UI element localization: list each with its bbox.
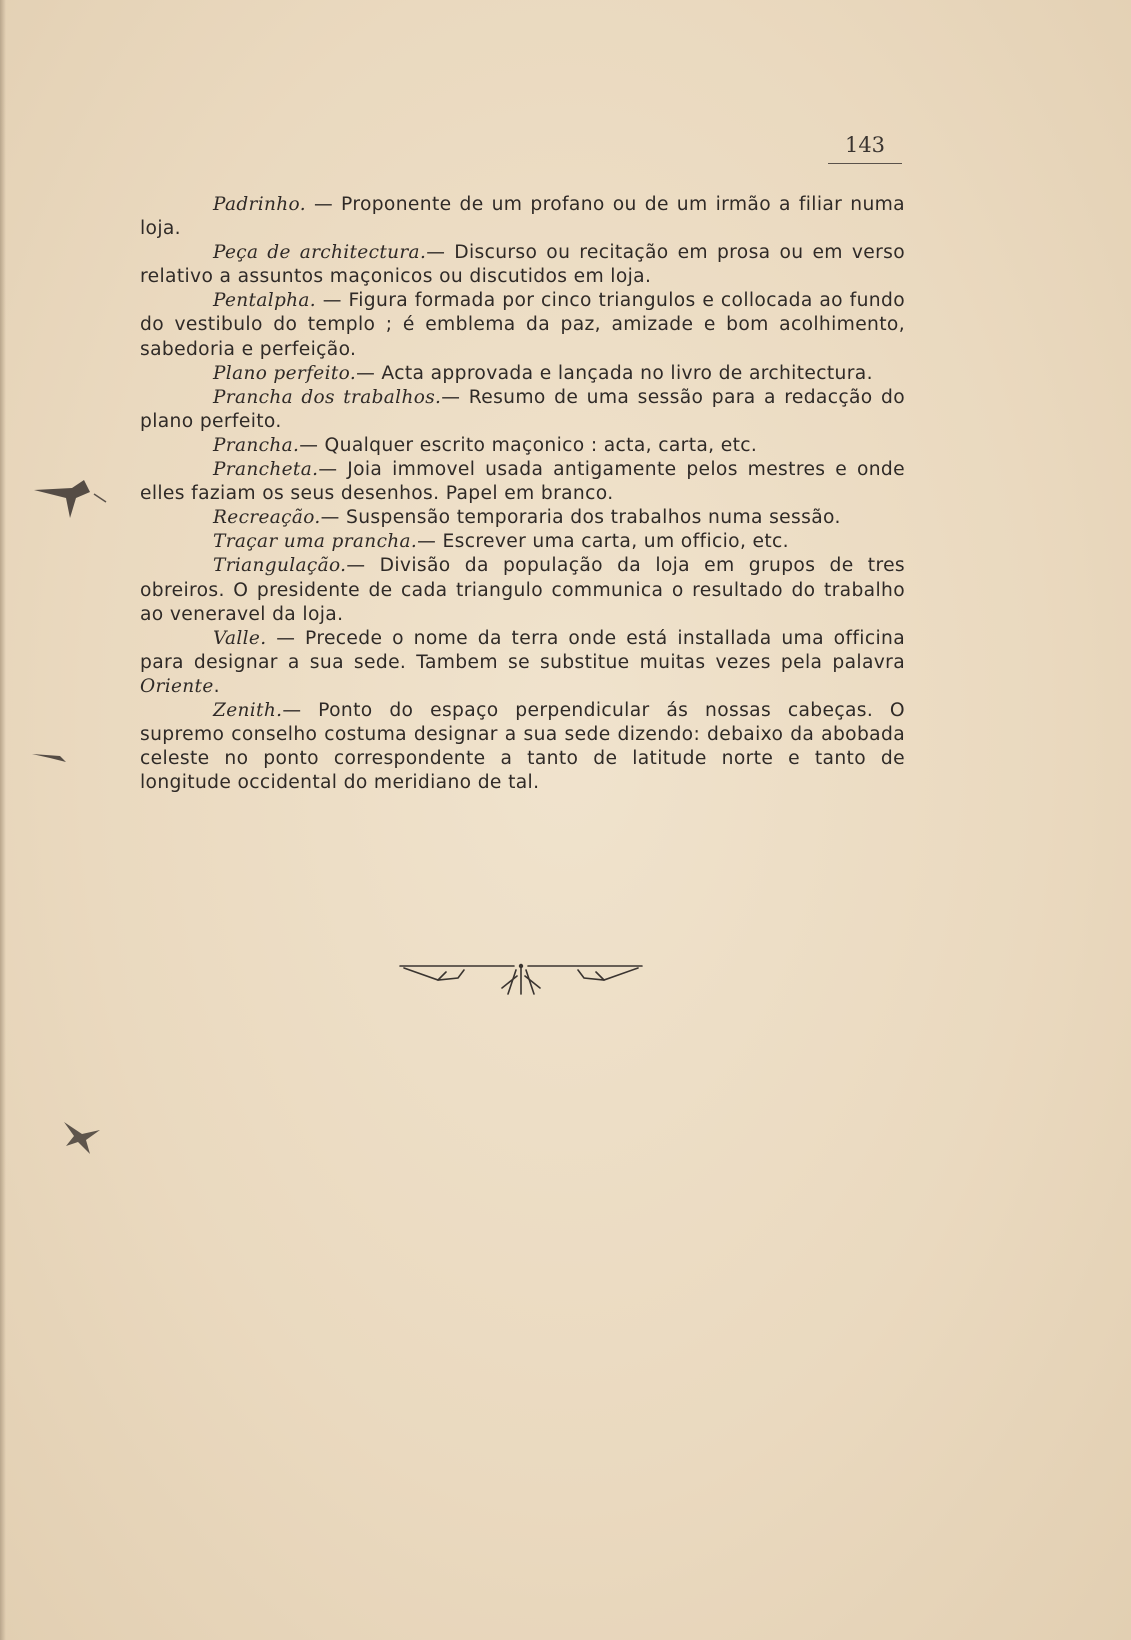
glossary-entry-prancha xyxy=(140,434,905,458)
glossary-entry-zenith xyxy=(140,699,905,795)
paper-damage-mark xyxy=(30,750,70,764)
paper-damage-mark xyxy=(32,472,112,532)
entry-definition: — Precede o nome da terra onde está installada uma officina para designar a sua sede. Tambem se substitue muitas vezes pela palavra xyxy=(140,627,905,673)
glossary-entry-triangulacao xyxy=(140,554,905,626)
entry-definition: — Ponto do espaço perpendicular ás nossas cabeças. O supremo conselho costuma designar a sua sede dizendo: debaixo da abobada celeste no ponto correspondente a tanto de latitude norte e tanto de longitude occidental do meridiano de tal. xyxy=(140,699,905,794)
page-number-rule xyxy=(828,163,902,164)
entry-term: Valle. xyxy=(213,627,267,649)
entry-definition: — Proponente de um profano ou de um irmão a filiar numa loja. xyxy=(140,194,905,240)
glossary-entry-peca-de-architectura xyxy=(140,241,905,289)
entry-definition: — Escrever uma carta, um officio, etc. xyxy=(417,531,789,553)
page-edge-shadow xyxy=(0,0,6,1640)
glossary-entry-plano-perfeito xyxy=(140,362,905,386)
entry-definition: — Suspensão temporaria dos trabalhos numa sessão. xyxy=(320,507,841,529)
entry-definition: — Acta approvada e lançada no livro de architectura. xyxy=(356,362,873,384)
entry-term: Plano perfeito. xyxy=(213,362,357,384)
entry-term: Prancheta. xyxy=(213,459,319,481)
entry-definition: — Discurso ou recitação em prosa ou em verso relativo a assuntos maçonicos ou discutidos em loja. xyxy=(140,242,905,288)
paper-damage-mark xyxy=(60,1118,104,1158)
glossary-entry-valle xyxy=(140,627,905,699)
entry-definition: — Figura formada por cinco triangulos e collocada ao fundo do vestibulo do templo ; é emblema da paz, amizade e bom acolhimento, sabedoria e perfeição. xyxy=(140,290,905,360)
end-ornament-icon xyxy=(398,958,644,998)
entry-term: Recreação. xyxy=(213,507,321,529)
entry-tail: . xyxy=(213,675,220,697)
glossary-entry-pentalpha xyxy=(140,289,905,361)
glossary-entry-prancheta xyxy=(140,458,905,506)
entry-term: Triangulação. xyxy=(213,555,347,577)
entry-term: Traçar uma prancha. xyxy=(213,531,418,553)
glossary-entry-tracar-uma-prancha xyxy=(140,530,905,554)
entry-term: Peça de architectura. xyxy=(213,242,427,264)
entry-reference-term: Oriente xyxy=(140,675,214,697)
entry-definition: — Divisão da população da loja em grupos de tres obreiros. O presidente de cada triangulo communica o resultado do trabalho ao veneravel da loja. xyxy=(140,555,905,625)
glossary-entries xyxy=(140,193,905,795)
glossary-entry-padrinho xyxy=(140,193,905,241)
page-number: 143 xyxy=(844,133,886,157)
entry-term: Pentalpha. xyxy=(213,290,317,312)
entry-term: Padrinho. xyxy=(213,194,306,215)
glossary-entry-recreacao xyxy=(140,506,905,530)
entry-definition: — Qualquer escrito maçonico : acta, carta, etc. xyxy=(299,434,758,456)
entry-term: Zenith. xyxy=(213,699,283,721)
entry-definition: — Resumo de uma sessão para a redacção do plano perfeito. xyxy=(140,386,905,432)
entry-term: Prancha. xyxy=(213,434,300,456)
entry-term: Prancha dos trabalhos. xyxy=(213,386,442,408)
entry-definition: — Joia immovel usada antigamente pelos mestres e onde elles faziam os seus desenhos. Papel em branco. xyxy=(140,459,905,505)
glossary-entry-prancha-dos-trabalhos xyxy=(140,386,905,434)
